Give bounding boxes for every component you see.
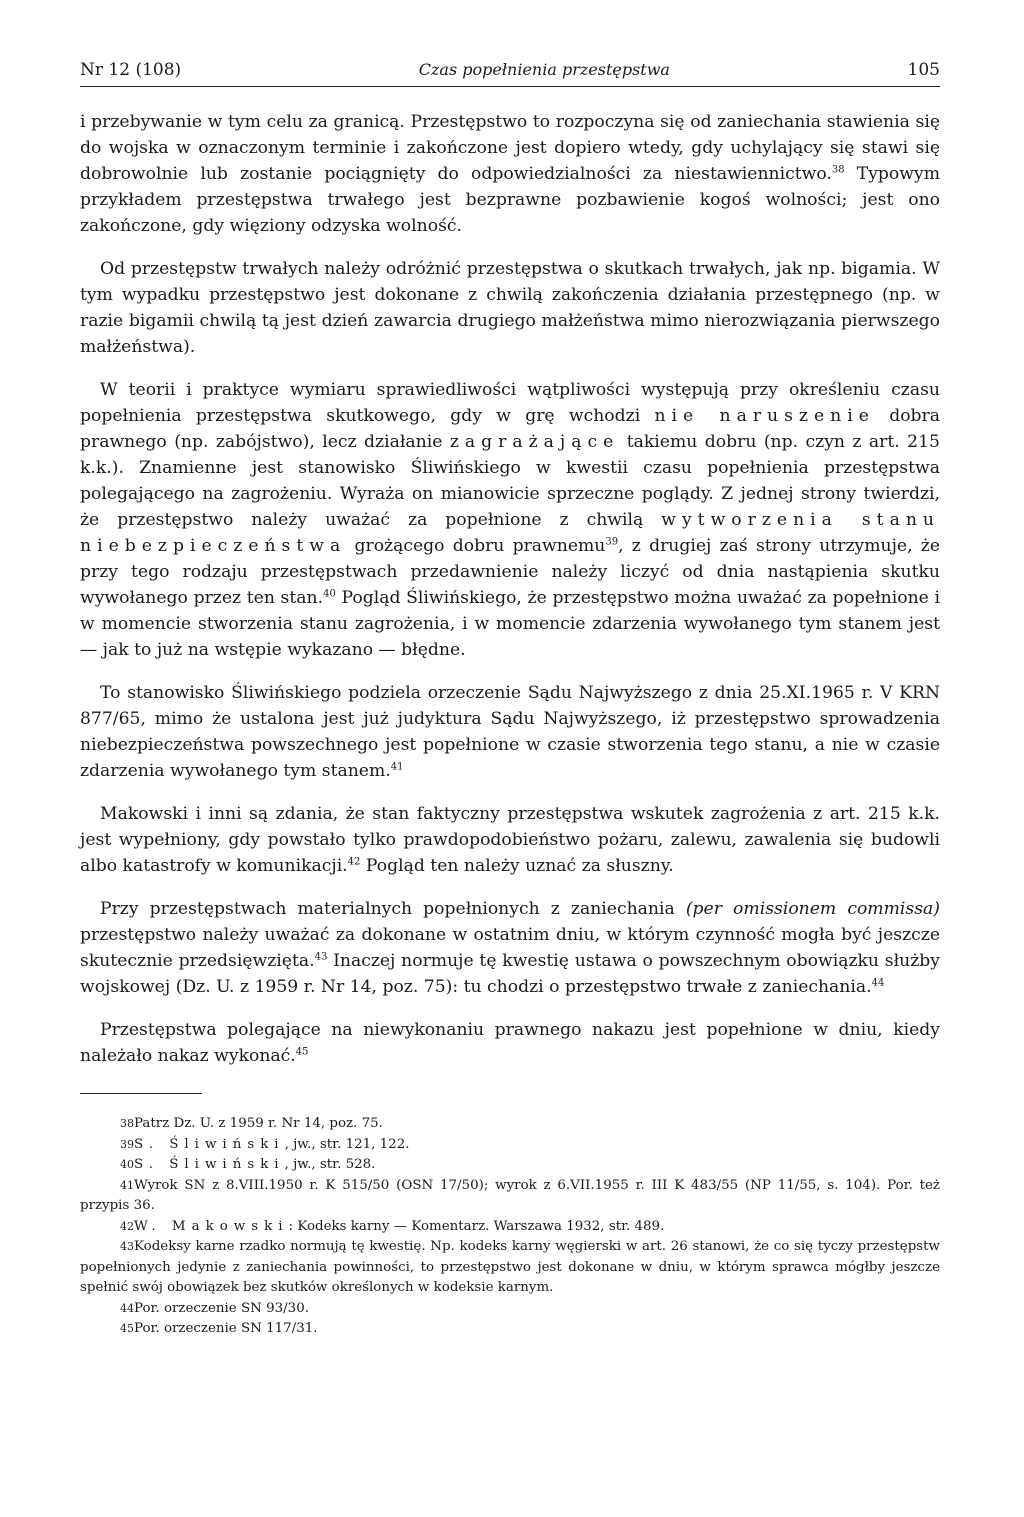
- text-run: , z drugiej zaś strony utrzymuje, że przy tego rodzaju przestępstwach przedawnienie należy liczyć od dnia nastąpienia skutku wywołanego przez ten stan.: [80, 536, 940, 608]
- footnote-number: 44: [120, 1301, 134, 1315]
- running-title: Czas popełnienia przestępstwa: [418, 60, 670, 79]
- text-run: , jw., str. 121, 122.: [284, 1136, 410, 1152]
- text-run: Por. orzeczenie SN 117/31.: [134, 1321, 318, 1336]
- footnote-ref: 41: [390, 761, 404, 773]
- footnote: [80, 1319, 940, 1340]
- spaced-emphasis: S. Śliwiński: [134, 1136, 285, 1152]
- text-run: i przebywanie w tym celu za granicą. Przestępstwo to rozpoczyna się od zaniechania stawienia się do wojska w oznaczonym terminie i zakończone jest dopiero wtedy, gdy uchylający się stawi się dobrowolnie lub zostanie pociągnięty do odpowiedzialności za niestawiennictwo.: [80, 112, 940, 184]
- footnote-number: 42: [120, 1219, 134, 1233]
- footnotes: [80, 1114, 940, 1340]
- footnote-number: 40: [120, 1158, 134, 1171]
- footnote-number: 39: [120, 1137, 134, 1151]
- text-run: Kodeksy karne rzadko normują tę kwestię. Np. kodeks karny węgierski w art. 26 stanowi, że co się tyczy przestępstw popełnionych jedynie z zaniechania powinności, to przestępstwo jest dokonane w dniu, w którym sprawca mógłby jeszcze spełnić swój obowiązek bez skutków określonych w kodeksie karnym.: [80, 1239, 940, 1295]
- italic-phrase: (per omissionem commissa): [685, 899, 940, 919]
- spaced-emphasis: S. Śliwiński: [134, 1157, 285, 1172]
- paragraph: [80, 801, 940, 879]
- footnote: [80, 1237, 940, 1299]
- spaced-emphasis: W. Makowski: [134, 1218, 289, 1234]
- footnote-ref: 43: [314, 951, 328, 963]
- footnote: [80, 1155, 940, 1176]
- paragraph: [80, 1017, 940, 1069]
- text-run: Patrz Dz. U. z 1959 r. Nr 14, poz. 75.: [134, 1116, 383, 1131]
- footnote: [80, 1114, 940, 1135]
- text-run: Pogląd ten należy uznać za słuszny.: [360, 856, 674, 876]
- text-run: takiemu dobru (np. czyn z art. 215 k.k.). Znamienne jest stanowisko Śliwińskiego w kwestii czasu popełnienia przestępstwa polegającego na zagrożeniu. Wyraża on mianowicie sprzeczne poglądy. Z jednej strony twierdzi, że przestępstwo należy uważać za popełnione z chwilą: [80, 432, 940, 530]
- paragraph: [80, 256, 940, 360]
- footnote-ref: 40: [323, 588, 336, 600]
- text-run: Od przestępstw trwałych należy odróżnić przestępstwa o skutkach trwałych, jak np. bigamia. W tym wypadku przestępstwo jest dokonane z chwilą zakończenia działania przestępnego (np. w razie bigamii chwilą tą jest dzień zawarcia drugiego małżeństwa mimo nierozwiązania pierwszego małżeństwa).: [80, 259, 940, 357]
- paragraph: [80, 377, 940, 663]
- footnote: [80, 1135, 940, 1156]
- text-run: W teorii i praktyce wymiaru sprawiedliwości wątpliwości występują przy określeniu czasu popełnienia przestępstwa skutkowego, gdy w grę wchodzi: [80, 380, 940, 426]
- footnote-ref: 45: [295, 1046, 309, 1058]
- text-run: Makowski i inni są zdania, że stan faktyczny przestępstwa wskutek zagrożenia z art. 215 k.k. jest wypełniony, gdy powstało tylko prawdopodobieństwo pożaru, zalewu, zawalenia się budowli albo katastrofy w komunikacji.: [80, 804, 940, 876]
- text-run: , jw., str. 528.: [284, 1157, 376, 1172]
- footnote-number: 38: [120, 1117, 134, 1130]
- paragraph: [80, 680, 940, 784]
- spaced-emphasis: zagrażające: [449, 432, 620, 452]
- article-body: [80, 109, 940, 1069]
- footnote-ref: 44: [871, 977, 885, 989]
- text-run: dobra prawnego (np. zabójstwo), lecz działanie: [80, 406, 941, 452]
- issue-number: Nr 12 (108): [80, 60, 182, 80]
- text-run: To stanowisko Śliwińskiego podziela orzeczenie Sądu Najwyższego z dnia 25.XI.1965 r. V KRN 877/65, mimo że ustalona jest już judyktura Sądu Najwyższego, iż przestępstwo sprowadzenia niebezpieczeństwa powszechnego jest popełnione w czasie stworzenia tego stanu, a nie w czasie zdarzenia wywołanego tym stanem.: [80, 683, 940, 781]
- footnote-ref: 42: [347, 856, 361, 868]
- text-run: Inaczej normuje tę kwestię ustawa o powszechnym obowiązku służby wojskowej (Dz. U. z 1959 r. Nr 14, poz. 75): tu chodzi o przestępstwo trwałe z zaniechania.: [80, 951, 940, 997]
- paragraph: [80, 896, 940, 1000]
- footnote-number: 43: [120, 1240, 134, 1253]
- footnote: [80, 1217, 940, 1238]
- footnote-number: 45: [120, 1322, 134, 1335]
- spaced-emphasis: nie naruszenie: [654, 406, 875, 426]
- footnote-separator: [80, 1093, 202, 1094]
- footnote-ref: 38: [831, 164, 845, 176]
- text-run: Pogląd Śliwińskiego, że przestępstwo można uważać za popełnione i w momencie stworzenia stanu zagrożenia, i w momencie zdarzenia wywołanego tym stanem jest — jak to już na wstępie wykazano — błędne.: [80, 588, 940, 660]
- text-run: Typowym przykładem przestępstwa trwałego jest bezprawne pozbawienie kogoś wolności; jest ono zakończone, gdy więziony odzyska wolność.: [80, 164, 940, 236]
- text-run: Przestępstwa polegające na niewykonaniu prawnego nakazu jest popełnione w dniu, kiedy należało nakaz wykonać.: [80, 1020, 940, 1066]
- text-run: Por. orzeczenie SN 93/30.: [134, 1300, 309, 1316]
- text-run: grożącego dobru prawnemu: [346, 536, 606, 556]
- footnote-number: 41: [120, 1178, 134, 1192]
- footnote-ref: 39: [605, 536, 619, 548]
- paragraph: [80, 109, 940, 239]
- text-run: : Kodeks karny — Komentarz. Warszawa 1932, str. 489.: [288, 1218, 665, 1234]
- spaced-emphasis: wytworzenia stanu niebezpieczeństwa: [80, 510, 940, 556]
- page-number: 105: [907, 60, 940, 80]
- text-run: przestępstwo należy uważać za dokonane w ostatnim dniu, w którym czynność mogła być jeszcze skutecznie przedsięwzięta.: [80, 925, 940, 971]
- running-header: [80, 60, 940, 87]
- footnote: [80, 1176, 940, 1217]
- text-run: Wyrok SN z 8.VIII.1950 r. K 515/50 (OSN 17/50); wyrok z 6.VII.1955 r. III K 483/55 (NP 11/55, s. 104). Por. też przypis 36.: [80, 1177, 940, 1213]
- text-run: Przy przestępstwach materialnych popełnionych z zaniechania: [100, 899, 686, 919]
- footnote: [80, 1299, 940, 1320]
